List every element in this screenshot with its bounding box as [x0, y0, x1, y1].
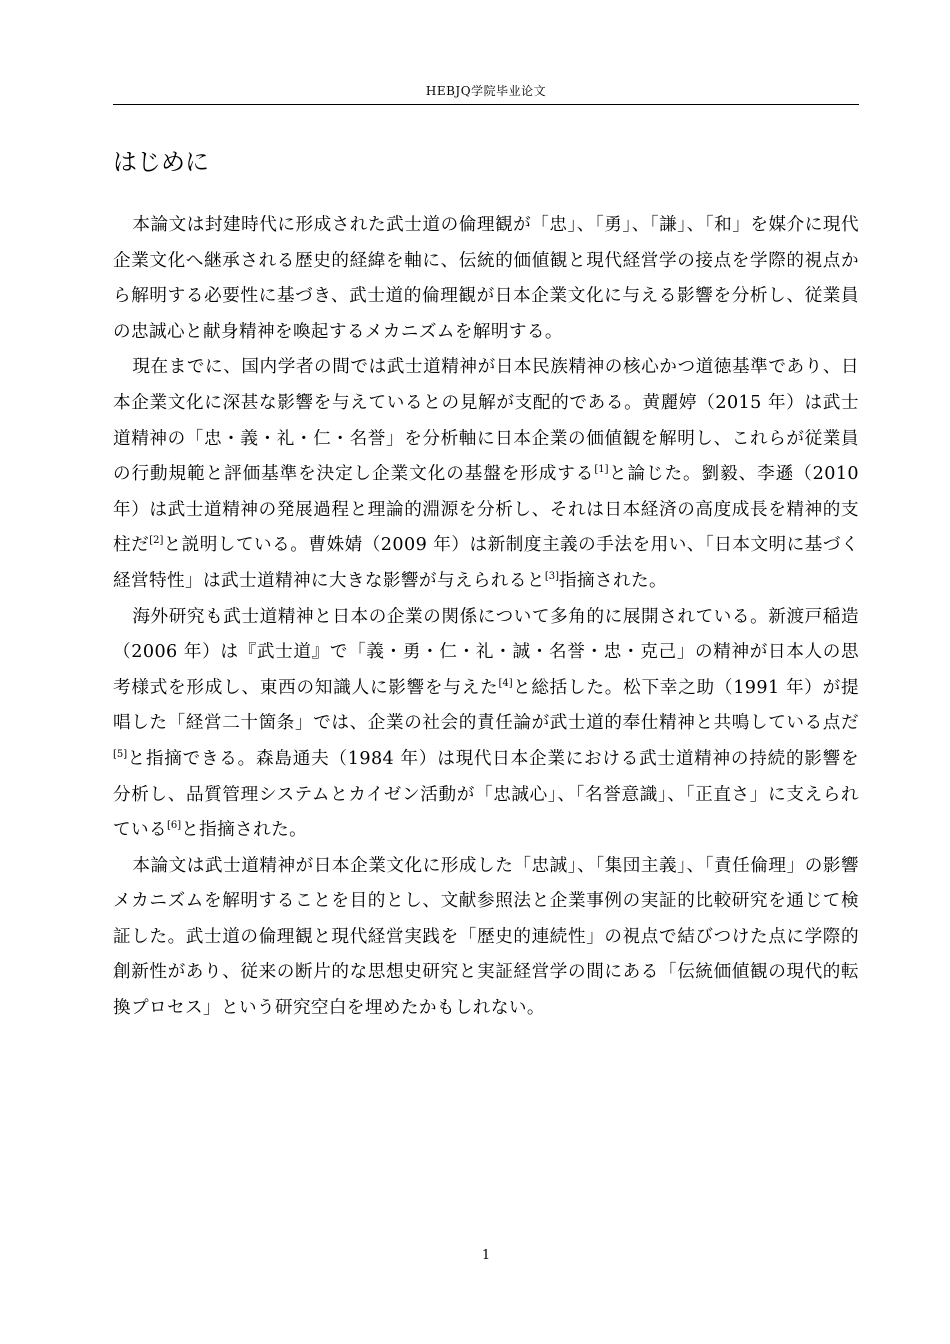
page-number: 1	[481, 1248, 491, 1263]
citation-6: [6]	[166, 820, 182, 832]
section-title: はじめに	[113, 148, 209, 176]
citation-3: [3]	[544, 570, 560, 582]
paragraph-text: と説明している。曹姝婧（2009 年）は新制度主義の手法を用い、「日本文明に基づく経営特性」は武士道精神に大きな影響が与えられると	[113, 535, 859, 591]
paragraph-2	[113, 350, 859, 599]
paragraph-text: 本論文は封建時代に形成された武士道の倫理観が「忠」、「勇」、「謙」、「和」を媒介に現代企業文化へ継承される歴史的経緯を軸に、伝統的価値観と現代経営学の接点を学際的視点から解明する必要性に基づき、武士道的倫理観が日本企業文化に与える影響を分析し、従業員の忠誠心と献身精神を喚起するメカニズムを解明する。	[113, 215, 859, 342]
paragraph-text: と論じた。劉毅、李遜（2010 年）は武士道精神の発展過程と理論的淵源を分析し、それは日本経済の高度成長を精神的支柱だ	[113, 464, 860, 556]
citation-1: [1]	[594, 464, 609, 476]
paragraph-text: と総括した。松下幸之助（1991 年）が提唱した「経営二十箇条」では、企業の社会的責任論が武士道的奉仕精神と共鳴している点だ	[113, 677, 859, 734]
paragraph-3	[113, 600, 859, 849]
citation-2: [2]	[149, 535, 164, 547]
paragraph-1	[113, 208, 859, 350]
paragraph-text: と指摘できる。森島通夫（1984 年）は現代日本企業における武士道精神の持続的影響を分析し、品質管理システムとカイゼン活動が「忠誠心」、「名誉意識」、「正直さ」に支えられている	[113, 748, 859, 841]
header-rule	[113, 104, 859, 105]
citation-4: [4]	[498, 677, 513, 689]
paragraph-4	[113, 849, 859, 1027]
paragraph-text: と指摘された。	[181, 820, 308, 841]
paragraph-text: 指摘された。	[559, 570, 667, 591]
paragraph-text: 本論文は武士道精神が日本企業文化に形成した「忠誠」、「集団主義」、「責任倫理」の影響メカニズムを解明することを目的とし、文献参照法と企業事例の実証的比較研究を通じて検証した。武士道の倫理観と現代経営実践を「歴史的連続性」の視点で結びつけた点に学際的創新性があり、従来の断片的な思想史研究と実証経営学の間にある「伝統価値観の現代的転換プロセス」という研究空白を埋めたかもしれない。	[113, 855, 859, 1019]
running-header: HEBJQ学院毕业论文	[425, 84, 547, 98]
paragraph-text: 現在までに、国内学者の間では武士道精神が日本民族精神の核心かつ道徳基準であり、日本企業文化に深甚な影響を与えているとの見解が支配的である。黄麗婷（2015 年）は武士道精神の「忠・義・礼・仁・名誉」を分析軸に日本企業の価値観を解明し、これらが従業員の行動規範と評価基準を決定し企業文化の基盤を形成する	[113, 357, 859, 485]
body-text	[113, 208, 859, 1027]
paragraph-text: 海外研究も武士道精神と日本の企業の関係について多角的に展開されている。新渡戸稲造（2006 年）は『武士道』で「義・勇・仁・礼・誠・名誉・忠・克己」の精神が日本人の思考様式を形成し、東西の知識人に影響を与えた	[113, 606, 859, 698]
citation-5: [5]	[113, 748, 128, 760]
